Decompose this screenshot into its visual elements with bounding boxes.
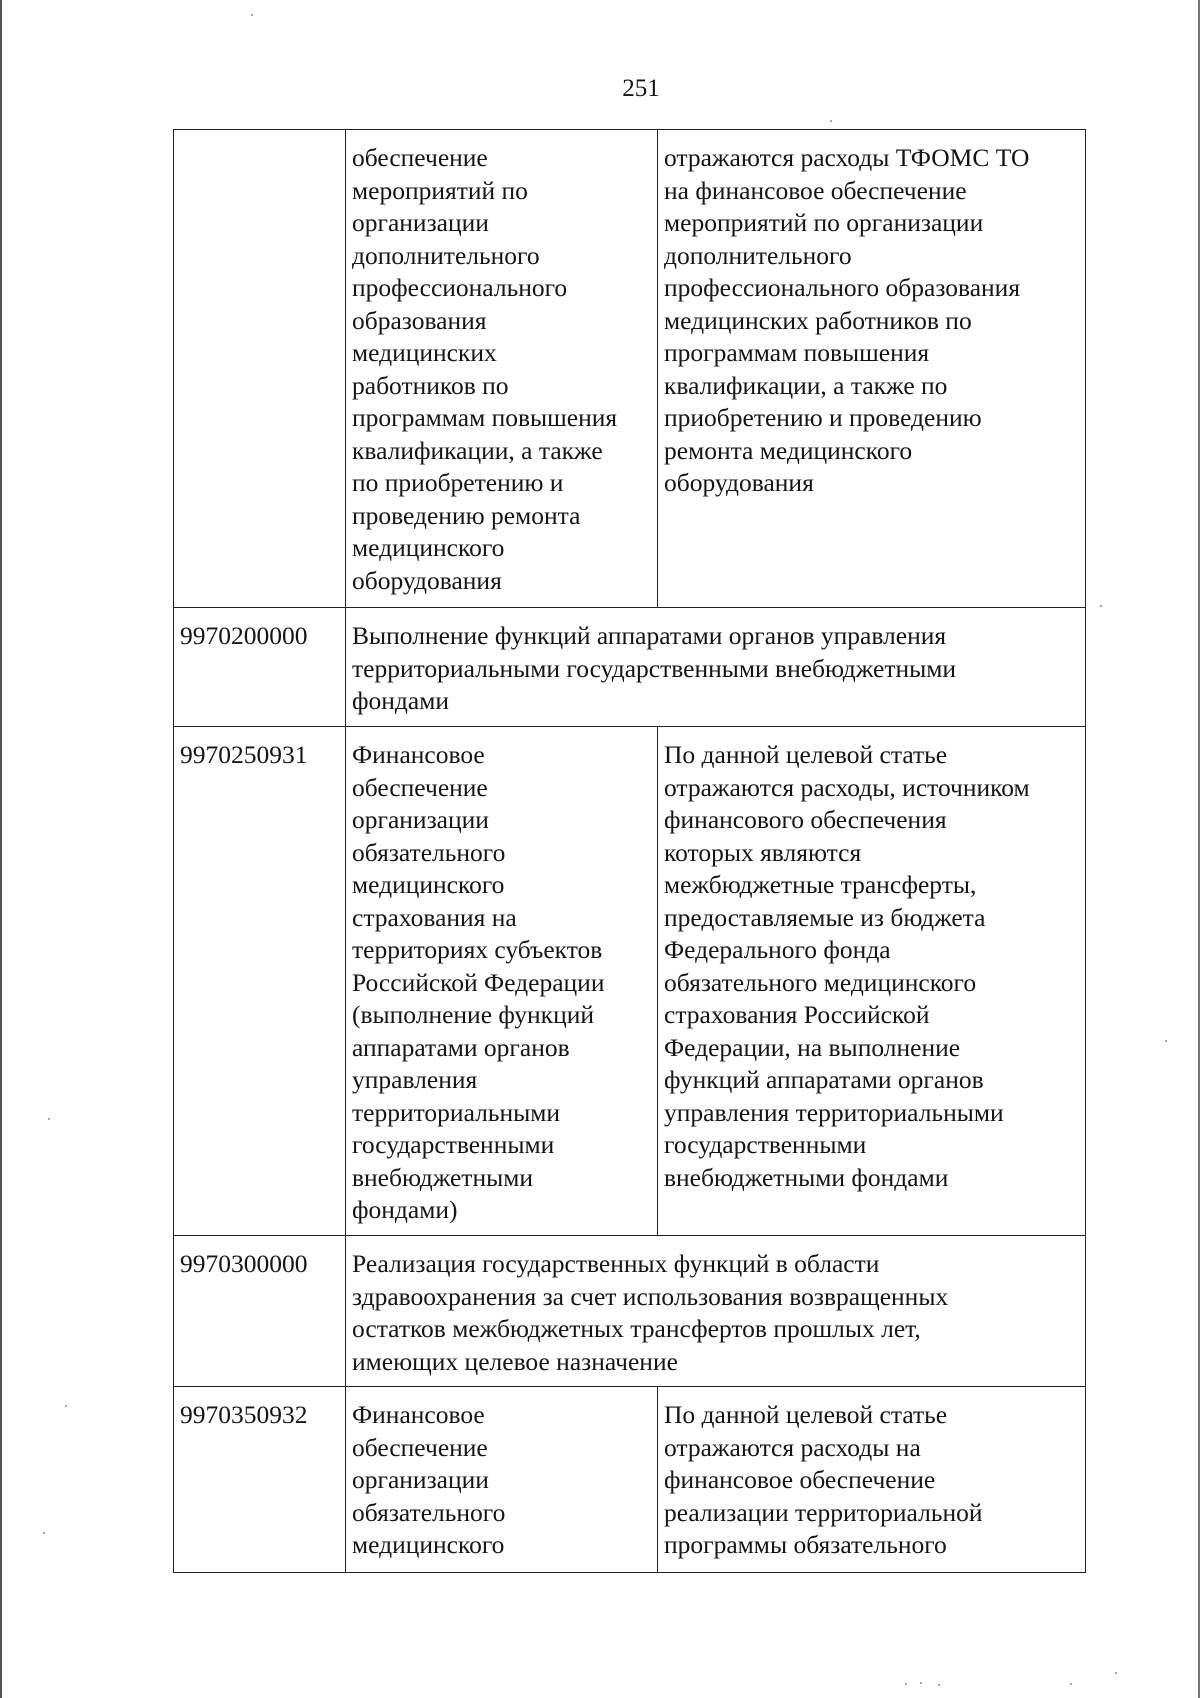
name-cell <box>346 130 658 608</box>
section-title-cell <box>346 608 1086 727</box>
description-cell <box>658 1387 1086 1573</box>
scan-speck <box>920 1682 922 1684</box>
table-row <box>174 1236 1086 1387</box>
code-cell <box>174 1387 346 1573</box>
code-cell <box>174 727 346 1236</box>
name-text: обеспечение мероприятий по организации дополнительного профессионального образования медицинских работников по программам повышения квалификации, а также по приобретению и проведению ремонта медицинского оборудования <box>352 143 618 595</box>
scan-speck <box>48 1118 50 1120</box>
page-number: 251 <box>622 75 660 102</box>
code-text: 9970250931 <box>180 740 308 769</box>
code-text: 9970350932 <box>180 1400 308 1429</box>
section-title-text: Реализация государственных функций в области здравоохранения за счет использования возвращенных остатков межбюджетных трансфертов прошлых лет, имеющих целевое назначение <box>352 1249 949 1376</box>
table-row <box>174 608 1086 727</box>
scan-speck <box>830 120 832 122</box>
scan-speck <box>938 1684 940 1686</box>
code-cell <box>174 130 346 608</box>
budget-classification-table <box>173 129 1086 1573</box>
name-cell <box>346 1387 658 1573</box>
scan-speck <box>1115 1672 1117 1674</box>
scan-edge-left <box>0 0 2 1698</box>
code-text: 9970300000 <box>180 1249 308 1278</box>
scan-speck <box>65 1405 67 1407</box>
description-text: По данной целевой статье отражаются расходы на финансовое обеспечение реализации территориальной программы обязательного <box>664 1400 983 1559</box>
name-text: Финансовое обеспечение организации обязательного медицинского страхования на территориях субъектов Российской Федерации (выполнение функций аппаратами органов управления территориальными государственными внебюджетными фондами) <box>352 740 605 1224</box>
description-text: отражаются расходы ТФОМС ТО на финансовое обеспечение мероприятий по организации дополнительного профессионального образования медицинских работников по программам повышения квалификации, а также по приобретению и проведению ремонта медицинского оборудования <box>664 143 1030 497</box>
scan-speck <box>905 1683 907 1685</box>
code-text: 9970200000 <box>180 621 308 650</box>
table-row <box>174 1387 1086 1573</box>
scan-speck <box>43 1532 45 1534</box>
scan-speck <box>1165 1040 1167 1042</box>
scan-speck <box>251 14 253 16</box>
scan-speck <box>1100 605 1102 607</box>
code-cell <box>174 1236 346 1387</box>
section-title-text: Выполнение функций аппаратами органов управления территориальными государственными внебюджетными фондами <box>352 621 957 715</box>
name-cell <box>346 727 658 1236</box>
section-title-cell <box>346 1236 1086 1387</box>
description-cell <box>658 130 1086 608</box>
table-row <box>174 727 1086 1236</box>
name-text: Финансовое обеспечение организации обязательного медицинского <box>352 1400 506 1559</box>
code-cell <box>174 608 346 727</box>
description-text: По данной целевой статье отражаются расходы, источником финансового обеспечения которых являются межбюджетные трансферты, предоставляемые из бюджета Федерального фонда обязательного медицинского страхования Российской Федерации, на выполнение функций аппаратами органов управления территориальными государственными внебюджетными фондами <box>664 740 1030 1192</box>
scan-speck <box>1070 1683 1072 1685</box>
description-cell <box>658 727 1086 1236</box>
table-row <box>174 130 1086 608</box>
